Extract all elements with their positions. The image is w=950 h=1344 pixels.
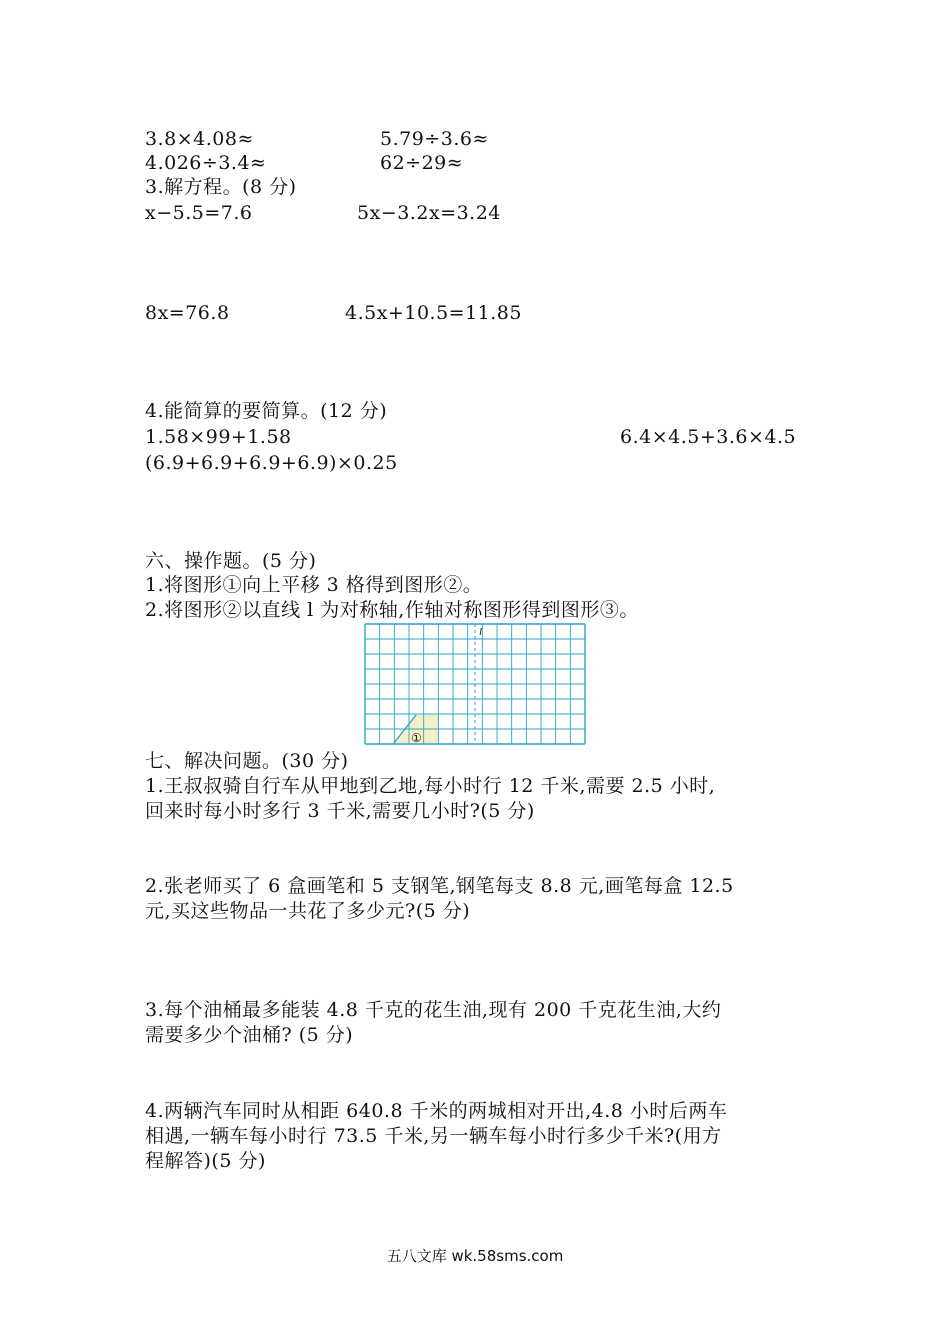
axis-label: l — [479, 626, 483, 638]
equations-heading: 3.解方程。(8 分) — [145, 176, 297, 198]
translation-grid — [363, 622, 587, 746]
estimation-item: 62÷29≈ — [380, 152, 464, 174]
problem-3-line: 3.每个油桶最多能装 4.8 千克的花生油,现有 200 千克花生油,大约 — [145, 999, 722, 1021]
estimation-item: 5.79÷3.6≈ — [380, 128, 489, 150]
equation-item: 4.5x+10.5=11.85 — [345, 302, 522, 324]
problem-4-line: 相遇,一辆车每小时行 73.5 千米,另一辆车每小时行多少千米?(用方 — [145, 1125, 722, 1147]
problem-1-line: 回来时每小时多行 3 千米,需要几小时?(5 分) — [145, 800, 535, 822]
estimation-item: 4.026÷3.4≈ — [145, 152, 267, 174]
problem-2-line: 元,买这些物品一共花了多少元?(5 分) — [145, 900, 471, 922]
problem-4-line: 程解答)(5 分) — [145, 1150, 266, 1172]
simplify-item: (6.9+6.9+6.9+6.9)×0.25 — [145, 452, 398, 474]
shape-label: ① — [411, 731, 422, 745]
footer-watermark: 五八文库 wk.58sms.com — [386, 1247, 564, 1265]
section7-heading: 七、解决问题。(30 分) — [145, 750, 349, 772]
simplify-item: 6.4×4.5+3.6×4.5 — [620, 426, 797, 448]
simplify-item: 1.58×99+1.58 — [145, 426, 292, 448]
simplify-heading: 4.能简算的要简算。(12 分) — [145, 400, 388, 422]
problem-1-line: 1.王叔叔骑自行车从甲地到乙地,每小时行 12 千米,需要 2.5 小时, — [145, 775, 716, 797]
section6-question: 1.将图形①向上平移 3 格得到图形②。 — [145, 574, 483, 596]
problem-2-line: 2.张老师买了 6 盒画笔和 5 支钢笔,钢笔每支 8.8 元,画笔每盒 12.5 — [145, 875, 734, 897]
problem-4-line: 4.两辆汽车同时从相距 640.8 千米的两城相对开出,4.8 小时后两车 — [145, 1100, 728, 1122]
equation-item: 5x−3.2x=3.24 — [357, 202, 501, 224]
section6-heading: 六、操作题。(5 分) — [145, 550, 317, 572]
problem-3-line: 需要多少个油桶? (5 分) — [145, 1024, 354, 1046]
section6-question: 2.将图形②以直线 l 为对称轴,作轴对称图形得到图形③。 — [145, 599, 639, 621]
equation-item: 8x=76.8 — [145, 302, 230, 324]
equation-item: x−5.5=7.6 — [145, 202, 253, 224]
estimation-item: 3.8×4.08≈ — [145, 128, 254, 150]
